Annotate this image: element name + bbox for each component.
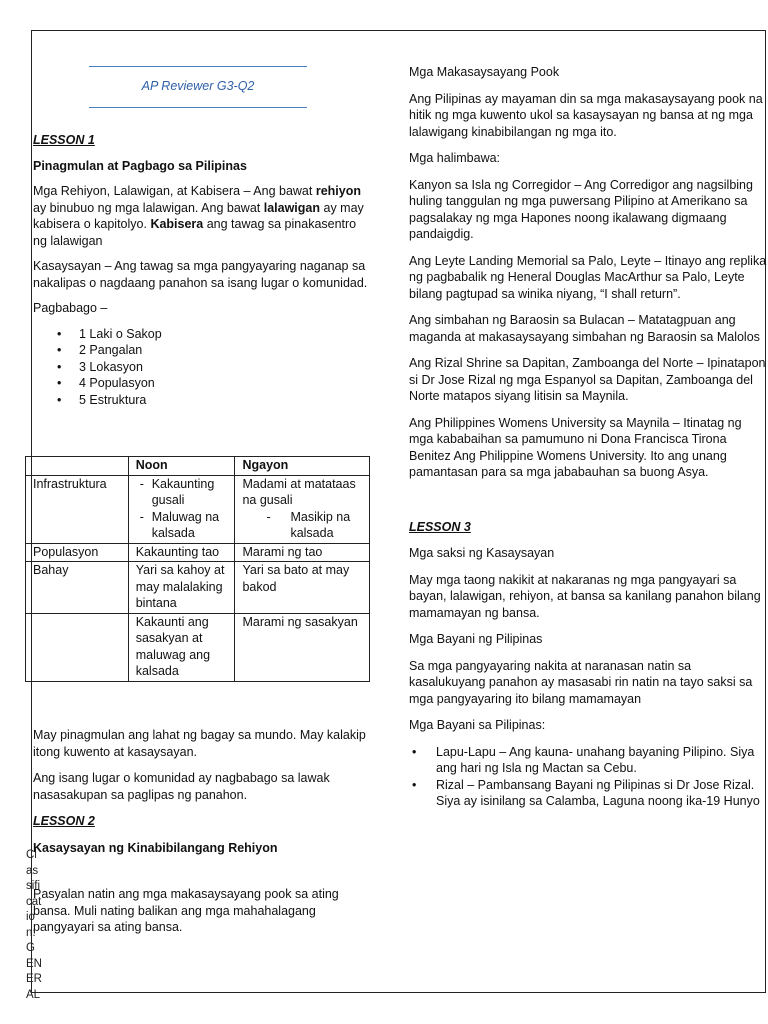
left-column	[33, 60, 373, 408]
lesson-2-title: Kasaysayan ng Kinabibilangang Rehiyon	[33, 840, 278, 855]
table-cell: Yari sa kahoy at may malalaking bintana	[128, 562, 235, 614]
baraosin-paragraph: Ang simbahan ng Baraosin sa Bulacan – Matatagpuan ang maganda at makasaysayang simbahan ng Baraosin sa Malolos	[409, 313, 760, 344]
lesson-1-heading: LESSON 1	[33, 133, 95, 147]
heroes-heading: Mga Bayani ng Pilipinas	[409, 632, 543, 646]
visit-paragraph: Pasyalan natin ang mga makasaysayang pook sa ating bansa. Muli nating balikan ang mga mahahalagang pangyayari sa ating bansa.	[33, 887, 339, 934]
table-cell: Bahay	[26, 562, 129, 614]
table-cell: Yari sa bato at may bakod	[235, 562, 370, 614]
change-heading: Pagbabago –	[33, 301, 108, 315]
list-item: • Lapu-Lapu – Ang kauna- unahang bayaning Pilipino. Siya ang hari ng Isla ng Mactan sa Cebu.	[409, 744, 768, 777]
table-cell: Kakaunting tao	[128, 543, 235, 562]
rizal-shrine-paragraph: Ang Rizal Shrine sa Dapitan, Zamboanga del Norte – Ipinatapon si Dr Jose Rizal ng mga Espanyol sa Dapitan, Zambоanga del Norte matapos siyang litisin sa Maynila.	[409, 356, 766, 403]
historic-places-paragraph: Ang Pilipinas ay mayaman din sa mga makasaysayang pook na hitik ng mga kuwento ukol sa kasaysayan ng bansa at ng mga lalawigang kinabibilangan ng mga ito.	[409, 91, 763, 139]
comparison-table	[25, 456, 370, 682]
regions-paragraph: Mga Rehiyon, Lalawigan, at Kabisera – Ang bawat rehiyon ay binubuo ng mga lalawigan. Ang bawat lalawigan ay may kabisera o kapitolyo. Kabisera ang tawag sa pinakasentro ng lalawigan	[33, 184, 364, 248]
change-list	[33, 326, 373, 409]
origin-paragraph: May pinagmulan ang lahat ng bagay sa mundo. May kalakip itong kuwento at kasaysayan.	[33, 728, 366, 759]
table-cell: Marami ng sasakyan	[235, 613, 370, 681]
table-row	[26, 457, 370, 476]
table-row	[26, 543, 370, 562]
right-column	[409, 64, 768, 810]
table-cell: Madami at matataas na gusali - Masikip na kalsada	[235, 475, 370, 543]
community-paragraph: Ang isang lugar o komunidad ay nagbabago sa lawak nasasakupan sa paglipas ng panahon.	[33, 771, 330, 802]
document-title: AP Reviewer G3-Q2	[141, 79, 255, 93]
table-row	[26, 562, 370, 614]
heroes-paragraph: Sa mga pangyayaring nakita at naranasan natin sa kasalukuyang panahon ay masasabi rin natin na tayo saksi sa mga pangyayaring ito bilang mamamayan	[409, 658, 753, 706]
lesson-2-heading: LESSON 2	[33, 814, 95, 828]
witnesses-paragraph: May mga taong nakikit at nakaranas ng mga pangyayari sa bayan, lalawigan, rehiyon, at bansa sa kanilang panahon bilang mamamayan ng bansa.	[409, 572, 761, 620]
list-item: • 2 Pangalan	[33, 342, 373, 359]
left-column-lower	[33, 727, 373, 936]
witnesses-heading: Mga saksi ng Kasaysayan	[409, 546, 555, 560]
table-cell: Kakaunti ang sasakyan at maluwag ang kalsada	[128, 613, 235, 681]
heroes-list	[409, 744, 768, 810]
table-cell	[26, 613, 129, 681]
table-cell: Populasyon	[26, 543, 129, 562]
table-cell: Marami ng tao	[235, 543, 370, 562]
table-row	[26, 475, 370, 543]
historic-places-heading: Mga Makasaysayang Pook	[409, 65, 560, 79]
pwu-paragraph: Ang Philippines Womens University sa Maynila – Itinatag ng mga kababaihan sa pamumuno ni Dona Francisca Tirona Benitez Ang Philippine Womens University. Ito ang unang pamantasan para sa mga jababauhan sa buong Asya.	[409, 415, 742, 479]
table-row	[26, 613, 370, 681]
examples-heading: Mga halimbawa:	[409, 151, 501, 165]
classification-label: Classification: GENERAL	[26, 849, 42, 1001]
table-header	[26, 457, 129, 476]
leyte-paragraph: Ang Leyte Landing Memorial sa Palo, Leyte – Itinayo ang replika ng pagbabalik ng Heneral Douglas MacArthur sa Palo, Leyte bilang pagtupad sa winika niyang, “I shall return”.	[409, 253, 767, 301]
list-item: • 3 Lokasyon	[33, 359, 373, 376]
table-header: Noon	[128, 457, 235, 476]
lesson-3-heading: LESSON 3	[409, 519, 471, 534]
list-item: • Rizal – Pambansang Bayani ng Pilipinas si Dr Jose Rizal. Siya ay isinilang sa Calamba, Laguna noong ika-19 Hunyo	[409, 777, 768, 810]
table-cell: Infrastruktura	[26, 475, 129, 543]
table-cell: - Kakaunting gusali - Maluwag na kalsada	[128, 475, 235, 543]
corregidor-paragraph: Kanyon sa Isla ng Corregidor – Ang Corredigor ang nagsilbing huling tanggulan ng mga puwersang Pilipino at Amerikano sa pagsalakay ng mga Hapones noong ikalawang digmaang pandaigdig.	[409, 177, 753, 241]
list-item: • 1 Laki o Sakop	[33, 326, 373, 343]
list-item: • 4 Populasyon	[33, 375, 373, 392]
history-paragraph: Kasaysayan – Ang tawag sa mga pangyayaring naganap sa nakalipas o nagdaang panahon sa isang lugar o komunidad.	[33, 259, 368, 290]
table-header: Ngayon	[235, 457, 370, 476]
lesson-1-title: Pinagmulan at Pagbago sa Pilipinas	[33, 158, 247, 173]
heroes-list-heading: Mga Bayani sa Pilipinas:	[409, 718, 546, 732]
list-item: • 5 Estruktura	[33, 392, 373, 409]
